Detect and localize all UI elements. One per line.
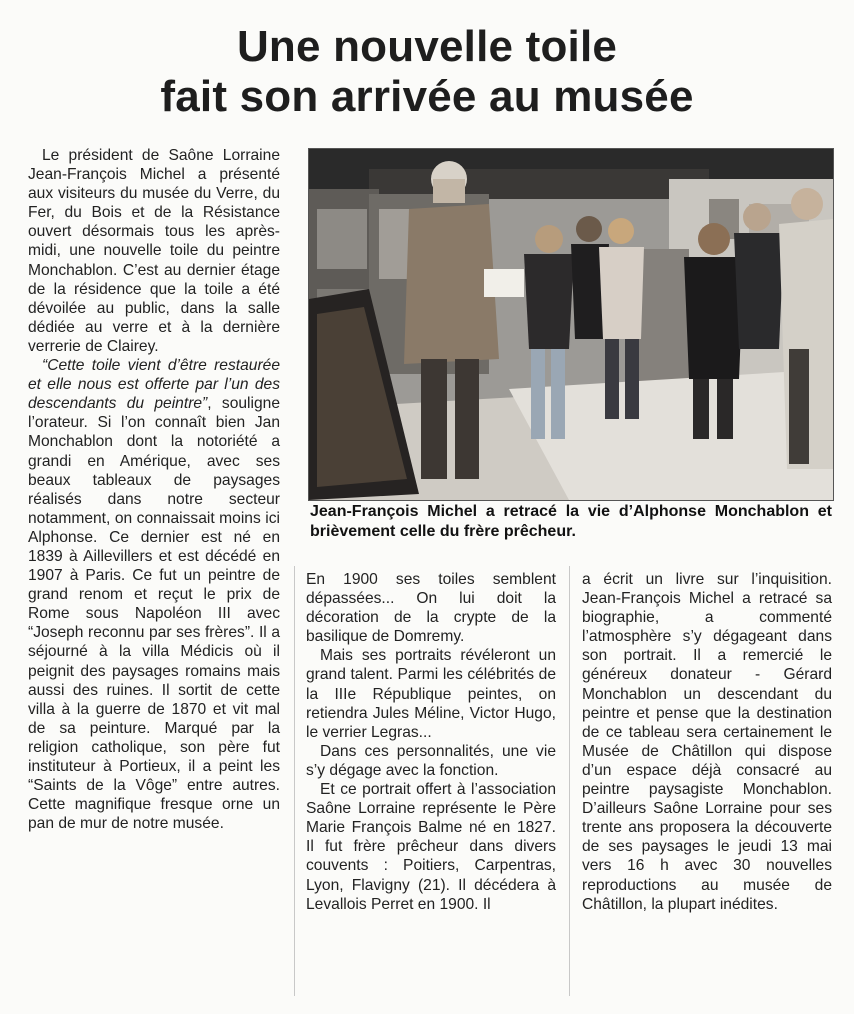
column-divider (294, 566, 295, 996)
quote-text: “Cette toile vient d’être restaurée et elle nous est offerte par l’un des descendants du peintre” (28, 357, 280, 413)
headline-line-1: Une nouvelle toile (236, 22, 618, 71)
article-headline (0, 22, 854, 122)
column-divider (569, 566, 570, 996)
photo-caption: Jean-François Michel a retracé la vie d’Alphonse Monchablon et brièvement celle du frère prêcheur. (310, 503, 832, 540)
article-column-1 (28, 146, 280, 833)
paragraph-quote (28, 356, 280, 833)
article-column-3 (582, 570, 832, 914)
paragraph: Mais ses portraits révéleront un grand talent. Parmi les célébrités de la IIIe République peintes, on retiendra Jules Méline, Victor Hugo, le verrier Legras... (306, 647, 556, 741)
paragraph-intro: Le président de Saône Lorraine Jean-François Michel a présenté aux visiteurs du musée du Verre, du Fer, du Bois et de la Résistance ouvert désormais tous les après-midi, une nouvelle toile du peintre Monchablon. C’est au dernier étage de la résidence que la toile a été dévoilée au public, dans la salle dédiée au verre et à la dernière verrerie de Clairey. (28, 147, 280, 355)
paragraph: Et ce portrait offert à l’association Saône Lorraine représente le Père Marie François Balme né en 1827. Il fut frère prêcheur dans divers couvents : Poitiers, Carpentras, Lyon, Flavigny (21). Il décédera à Levallois Perret en 1900. Il (306, 781, 556, 913)
paragraph: a écrit un livre sur l’inquisition. Jean-François Michel a retracé sa biographie, a commenté l’atmosphère s’y dégageant dans son portrait. Il a remercié le généreux donateur - Gérard Monchablon un descendant du peintre et pense que la destination de ce tableau sera certainement le Musée de Châtillon qui dispose d’un espace déjà consacré au peintre paysagiste Monchablon. D’ailleurs Saône Lorraine pour ses trente ans proposera la découverte de ses paysages le jeudi 13 mai vers 16 h avec 30 nouvelles reproductions au musée de Châtillon, la plupart inédites. (582, 571, 832, 913)
museum-visit-photo (309, 149, 833, 500)
article-photo (308, 148, 834, 501)
quote-continuation: , souligne l’orateur. Si l’on connaît bien Jan Monchablon dont la notoriété a grandi en Amérique, avec ses beaux tableaux de paysages réalisés dans notre secteur notamment, on connaissait moins ici Alphonse. Ce dernier est né en 1839 à Aillevillers et est décédé en 1907 à Paris. Ce fut un peintre de grand renom et reçut le prix de Rome sous Napoléon III avec “Joseph reconnu par ses frères”. Il a séjourné à la villa Médicis où il peignit des paysages romains mais aussi des ruines. Il sortit de cette villa à la guerre de 1870 et vit mal de sa peinture. Marqué par la religion catholique, son père fut instituteur à Portieux, il a peint les “Saints de la Vôge” entre autres. Cette magnifique fresque orne un pan de mur de notre musée. (28, 395, 280, 833)
headline-line-2: fait son arrivée au musée (160, 72, 694, 121)
article-column-2 (306, 570, 556, 914)
paragraph: Dans ces personnalités, une vie s’y dégage avec la fonction. (306, 742, 556, 779)
paragraph: En 1900 ses toiles semblent dépassées... On lui doit la décoration de la crypte de la basilique de Domremy. (306, 571, 556, 646)
